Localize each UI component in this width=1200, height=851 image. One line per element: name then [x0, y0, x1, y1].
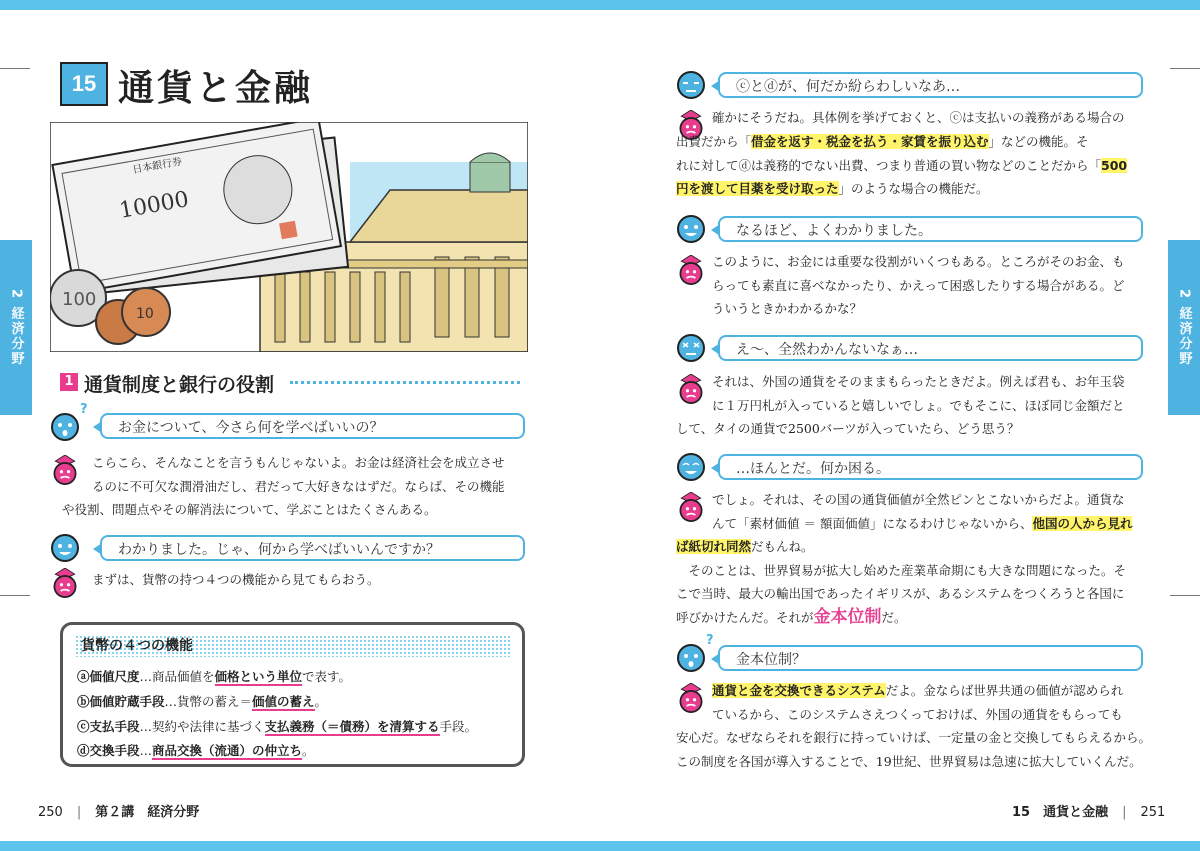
text-line: そのことは、世界貿易が拡大し始めた産業革命期にも大きな問題になった。そ: [676, 562, 1127, 578]
bottom-border: [0, 841, 1200, 851]
text-line: こらこら、そんなことを言うもんじゃないよ。お金は経済社会を成立させ: [92, 455, 505, 470]
svg-text:10000: 10000: [117, 187, 191, 224]
text-line: ういうときかわかるかな？: [712, 301, 863, 316]
student-face-icon: [676, 643, 706, 673]
teacher-face-icon: [50, 568, 80, 598]
teacher-answer-6-cont: [676, 535, 1166, 629]
footer-left: 250 | 第２講 経済分野: [38, 805, 200, 820]
text-line: や役割、問題点やその解消法について、学ぶことはたくさんある。: [62, 502, 437, 517]
text-line: 出費だから「借金を返す・税金を払う・家賃を振り込む」などの機能。そ: [676, 134, 1089, 149]
teacher-answer-3: [712, 106, 1162, 130]
text-line: に１万円札が入っていると嬉しいでしょ。でもそこに、ほぼ同じ金額だと: [712, 397, 1125, 413]
student-bubble: お金について、今さら何を学べばいいの？: [100, 413, 525, 439]
student-bubble: なるほど、よくわかりました。: [718, 216, 1143, 242]
student-bubble: 金本位制？: [718, 645, 1143, 671]
text-line: こで当時、最大の輸出国であったイギリスが、あるシステムをつくろうと各国に: [676, 586, 1125, 601]
functions-box: [60, 622, 525, 767]
text-line: 確かにそうだね。具体例を挙げておくと、ⓒは支払いの義務がある場合の: [712, 110, 1125, 125]
side-tab-left: 2 経済分野: [0, 240, 32, 415]
teacher-face-icon: [50, 455, 80, 485]
text-line: このように、お金には重要な役割がいくつもある。ところがそのお金、も: [712, 254, 1125, 269]
section-divider: [290, 381, 520, 384]
function-item: ⓓ交換手段…商品交換（流通）の仲立ち。: [77, 743, 315, 758]
function-item: ⓒ支払手段…契約や法律に基づく支払義務（＝債務）を清算する手段。: [77, 719, 478, 734]
teacher-answer-7-cont: [676, 726, 1166, 773]
teacher-answer-6: [712, 488, 1162, 535]
teacher-answer-1: [92, 451, 532, 498]
footer-right: 15 通貨と金融 | 251: [1012, 805, 1166, 820]
footer-text: 15 通貨と金融: [1012, 805, 1109, 820]
student-face-icon: [676, 333, 706, 363]
teacher-answer-5: [712, 370, 1162, 417]
student-face-icon: [676, 70, 706, 100]
student-bubble: …ほんとだ。何か困る。: [718, 454, 1143, 480]
teacher-face-icon: [676, 255, 706, 285]
page-number: 251: [1140, 805, 1166, 820]
chapter-number: 15: [60, 62, 108, 106]
svg-text:日本銀行券: 日本銀行券: [131, 156, 183, 177]
text-line: 安心だ。なぜならそれを銀行に持っていけば、一定量の金と交換してもらえるから。: [676, 730, 1152, 745]
section-title: 通貨制度と銀行の役割: [84, 374, 275, 396]
text-line: んて「素材価値 ＝ 額面価値」になるわけじゃないから、他国の人から見れ: [712, 515, 1133, 531]
student-face-icon: [676, 214, 706, 244]
text-line: 呼びかけたんだ。それが金本位制だ。: [676, 606, 907, 627]
teacher-face-icon: [676, 683, 706, 713]
function-item: ⓑ価値貯蔵手段…貨幣の蓄え＝価値の蓄え。: [77, 694, 328, 709]
text-line: でしょ。それは、その国の通貨価値が全然ピンとこないからだよ。通貨な: [712, 492, 1125, 507]
teacher-answer-3-cont: [676, 130, 1166, 201]
page-number: 250: [38, 805, 63, 820]
text-line: して、タイの通貨で2500バーツが入っていたら、どう思う？: [676, 421, 1020, 436]
student-face-icon: [50, 412, 80, 442]
teacher-answer-2: まずは、貨幣の持つ４つの機能から見てもらおう。: [92, 572, 380, 587]
box-title: 貨幣の４つの機能: [75, 635, 511, 657]
crop-mark: [1170, 68, 1200, 69]
section-number: 1: [60, 373, 78, 391]
function-item: ⓐ価値尺度…商品価値を価格という単位で表す。: [77, 669, 352, 684]
text-line: るのに不可欠な潤滑油だし、君だって大好きなはずだ。ならば、その機能: [92, 478, 505, 494]
student-bubble: え〜、全然わかんないなぁ…: [718, 335, 1143, 361]
teacher-face-icon: [676, 492, 706, 522]
question-mark-icon: ?: [80, 402, 88, 417]
question-mark-icon: ?: [706, 633, 714, 648]
student-face-icon: [676, 452, 706, 482]
crop-mark: [0, 595, 30, 596]
teacher-face-icon: [676, 374, 706, 404]
crop-mark: [1170, 595, 1200, 596]
footer-text: 第２講 経済分野: [95, 805, 200, 820]
top-border: [0, 0, 1200, 10]
banknotes-and-bank-illustration: [50, 122, 528, 352]
chapter-title: 通貨と金融: [118, 68, 314, 109]
text-line: 円を渡して目薬を受け取った」のような場合の機能だ。: [676, 181, 989, 196]
text-line: ているから、このシステムさえつくっておけば、外国の通貨をもらっても: [712, 706, 1123, 722]
text-line: ば紙切れ同然だもんね。: [676, 539, 814, 554]
text-line: らっても素直に喜べなかったり、かえって困惑したりする場合がある。ど: [712, 277, 1125, 293]
student-bubble: わかりました。じゃ、何から学べばいいんですか？: [100, 535, 525, 561]
side-tab-right: 2 経済分野: [1168, 240, 1200, 415]
text-line: それは、外国の通貨をそのままもらったときだよ。例えば君も、お年玉袋: [712, 374, 1125, 389]
crop-mark: [0, 68, 30, 69]
svg-text:10: 10: [136, 306, 154, 322]
student-bubble: ⓒとⓓが、何だか紛らわしいなあ…: [718, 72, 1143, 98]
teacher-answer-7: [712, 679, 1162, 726]
text-line: この制度を各国が導入することで、19世紀、世界貿易は急速に拡大していくんだ。: [676, 753, 1142, 769]
svg-text:100: 100: [62, 289, 97, 310]
student-face-icon: [50, 533, 80, 563]
teacher-answer-4: [712, 250, 1162, 321]
text-line: れに対してⓓは義務的でない出費、つまり普通の買い物などのことだから「500: [676, 157, 1128, 173]
text-line: 通貨と金を交換できるシステムだよ。金ならば世界共通の価値が認められ: [712, 683, 1124, 698]
